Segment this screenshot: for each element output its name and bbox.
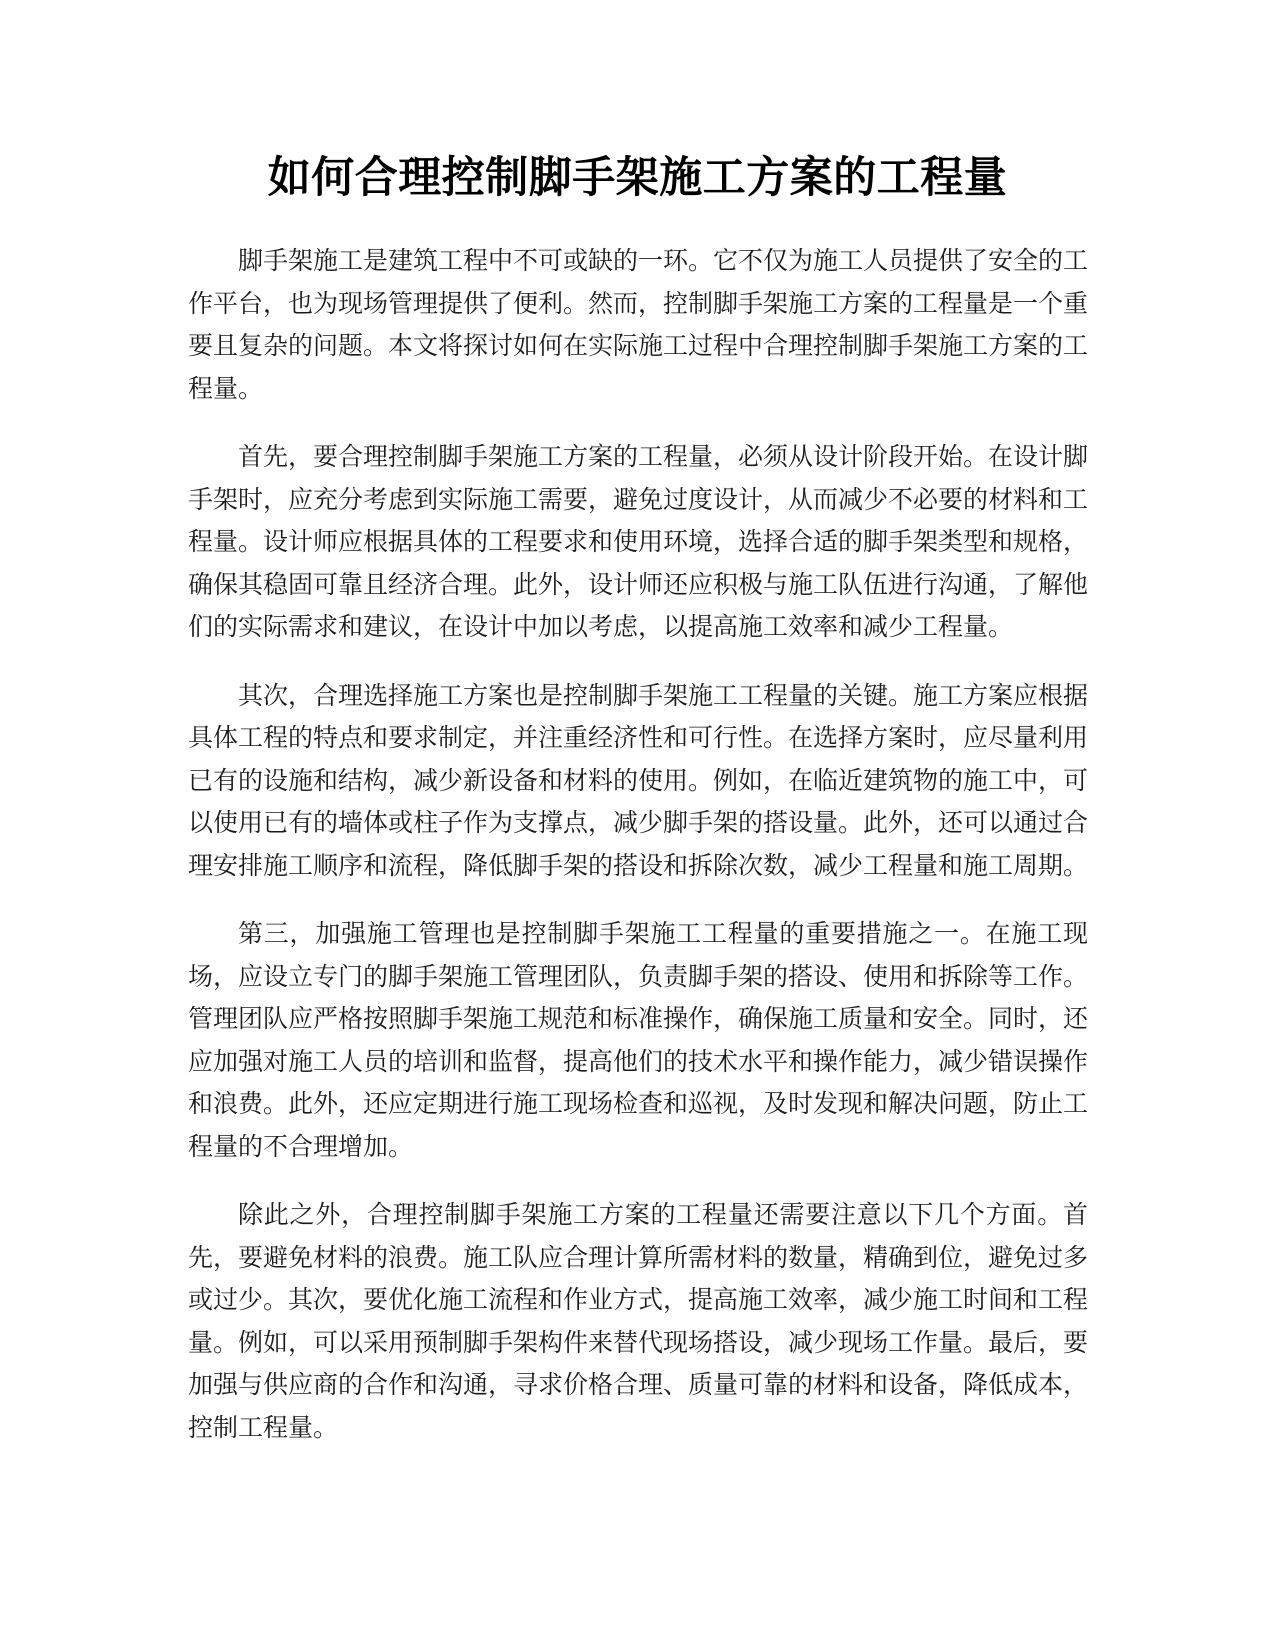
paragraph-construction-plan: 其次，合理选择施工方案也是控制脚手架施工工程量的关键。施工方案应根据具体工程的特点和要求制定，并注重经济性和可行性。在选择方案时，应尽量利用已有的设施和结构，减少新设备和材料的使用。例如，在临近建筑物的施工中，可以使用已有的墙体或柱子作为支撑点，减少脚手架的搭设量。此外，还可以通过合理安排施工顺序和流程，降低脚手架的搭设和拆除次数，减少工程量和施工周期。 (188, 680, 1089, 880)
document-title: 如何合理控制脚手架施工方案的工程量 (267, 153, 1008, 203)
paragraph-management: 第三，加强施工管理也是控制脚手架施工工程量的重要措施之一。在施工现场，应设立专门的脚手架施工管理团队，负责脚手架的搭设、使用和拆除等工作。管理团队应严格按照脚手架施工规范和标准操作，确保施工质量和安全。同时，还应加强对施工人员的培训和监督，提高他们的技术水平和操作能力，减少错误操作和浪费。此外，还应定期进行施工现场检查和巡视，及时发现和解决问题，防止工程量的不合理增加。 (188, 919, 1089, 1161)
paragraph-design-stage: 首先，要合理控制脚手架施工方案的工程量，必须从设计阶段开始。在设计脚手架时，应充分考虑到实际施工需要，避免过度设计，从而减少不必要的材料和工程量。设计师应根据具体的工程要求和使用环境，选择合适的脚手架类型和规格，确保其稳固可靠且经济合理。此外，设计师还应积极与施工队伍进行沟通，了解他们的实际需求和建议，在设计中加以考虑，以提高施工效率和减少工程量。 (188, 442, 1089, 641)
paragraph-intro: 脚手架施工是建筑工程中不可或缺的一环。它不仅为施工人员提供了安全的工作平台，也为现场管理提供了便利。然而，控制脚手架施工方案的工程量是一个重要且复杂的问题。本文将探讨如何在实际施工过程中合理控制脚手架施工方案的工程量。 (188, 246, 1089, 403)
paragraph-other-aspects: 除此之外，合理控制脚手架施工方案的工程量还需要注意以下几个方面。首先，要避免材料的浪费。施工队应合理计算所需材料的数量，精确到位，避免过多或过少。其次，要优化施工流程和作业方式，提高施工效率，减少施工时间和工程量。例如，可以采用预制脚手架构件来替代现场搭设，减少现场工作量。最后，要加强与供应商的合作和沟通，寻求价格合理、质量可靠的材料和设备，降低成本，控制工程量。 (188, 1200, 1089, 1442)
document-body (188, 240, 1088, 1475)
